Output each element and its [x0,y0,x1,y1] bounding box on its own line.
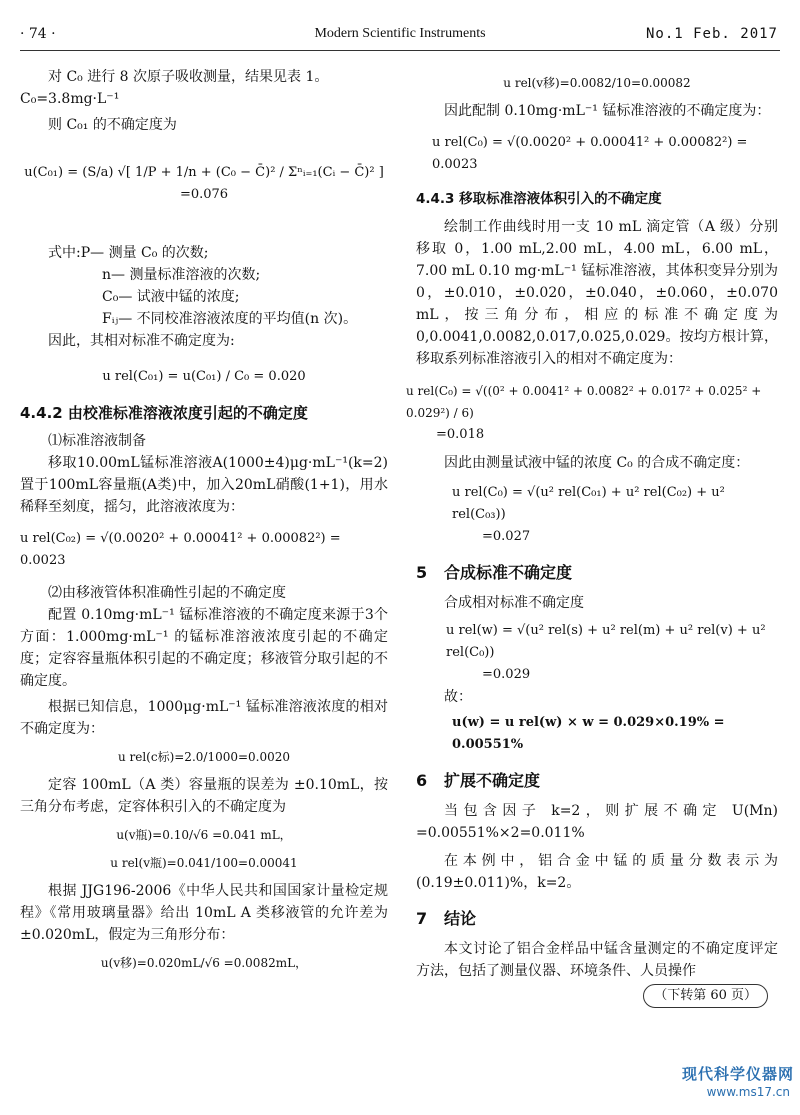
paragraph: 定容 100mL（A 类）容量瓶的误差为 ±0.10mL，按三角分布考虑，定容体积引入的不确定度为 [20,777,388,815]
paragraph: 在本例中，铝合金中锰的质量分数表示为(0.19±0.011)%，k=2。 [416,853,778,891]
formula-u-v-flask: u(v瓶)=0.10/√6 =0.041 mL， [116,828,292,842]
paragraph: 合成相对标准不确定度 [444,595,584,611]
formula-combined-c0: u rel(C₀) = √(u² rel(C₀₁) + u² rel(C₀₂) + u² rel(C₀₃)) [452,485,725,522]
paragraph: 当包含因子 k=2，则扩展不确定 U(Mn) =0.00551%×2=0.011% [416,803,778,841]
right-column [406,66,778,1115]
formula-result: =0.027 [482,529,531,544]
paragraph: 则 C₀₁ 的不确定度为 [48,117,177,133]
formula-urel-c-std: u rel(c标)=2.0/1000=0.0020 [117,750,291,764]
section-number: 7 [416,909,428,928]
paragraph: 因此配制 0.10mg·mL⁻¹ 锰标准溶液的不确定度为： [444,103,771,119]
definition-item: Fᵢⱼ— 不同校准溶液浓度的平均值(n 次)。 [102,311,358,327]
formula-urel-c0: u rel(C₀) = √(0.0020² + 0.00041² + 0.00082²) = 0.0023 [432,135,748,172]
section-title: 合成标准不确定度 [444,563,573,582]
formula-urel-v-pipette: u rel(v移)=0.0082/10=0.00082 [503,76,691,90]
definition-item: C₀— 试液中锰的浓度; [102,289,240,305]
formula-urel-c01: u rel(C₀₁) = u(C₀₁) / C₀ = 0.020 [102,369,306,384]
formula-result: =0.029 [482,667,531,682]
continued-note: （下转第 60 页） [643,984,768,1008]
watermark-url: www.ms17.cn [706,1085,790,1099]
section-title: 扩展不确定度 [444,771,541,790]
section-heading-7 [416,908,778,930]
journal-title: Modern Scientific Instruments [314,26,486,41]
section-number: 5 [416,563,428,582]
paragraph: 移取10.00mL锰标准溶液A(1000±4)μg·mL⁻¹(k=2)置于100mL容量瓶(A类)中，加入20mL硝酸(1+1)，用水稀释至刻度，摇匀，此溶液浓度为： [20,455,388,515]
paragraph: C₀=3.8mg·L⁻¹ [20,91,120,107]
formula-urel-c02: u rel(C₀₂) = √(0.0020² + 0.00041² + 0.00082²) = 0.0023 [20,531,341,568]
subheading: ⑵由移液管体积准确性引起的不确定度 [48,585,286,601]
paragraph: 绘制工作曲线时用一支 10 mL 滴定管（A 级）分别移取 0，1.00 mL,2.00 mL，4.00 mL，6.00 mL，7.00 mL 0.10 mg·mL⁻¹ 锰标准溶液，其体积变异分别为 0，±0.010，±0.020，±0.040，±0.060，±0.070 mL，按三角分布，相应的标准不确定度为 0,0.0041,0.0082,0.017,0.025,0.029。按均方根计算，移取系列标准溶液引入的相对不确定度为： [416,219,778,367]
definition-item: n— 测量标准溶液的次数; [102,267,261,283]
formula-urel-w: u rel(w) = √(u² rel(s) + u² rel(m) + u² rel(v) + u² rel(C₀)) [446,623,766,660]
section-heading-5 [416,562,778,584]
formula-urel-c0-volume: u rel(C₀) = √((0² + 0.0041² + 0.0082² + 0.017² + 0.025² + 0.029²) / 6) [406,384,762,420]
watermark-title: 现代科学仪器网 [681,1065,794,1083]
section-title: 结论 [444,909,477,928]
paragraph: 根据已知信息，1000μg·mL⁻¹ 锰标准溶液浓度的相对不确定度为： [20,699,388,737]
formula-u-c01: u(C₀₁) = (S/a) √[ 1/P + 1/n + (C₀ − C̄)² / Σⁿᵢ₌₁(Cᵢ − C̄)² ] =0.076 [24,165,384,202]
section-heading-4-4-3: 4.4.3 移取标准溶液体积引入的不确定度 [416,191,662,207]
definition-item: 式中:P— 测量 C₀ 的次数; [48,245,209,261]
formula-u-v-pipette: u(v移)=0.020mL/√6 =0.0082mL， [100,956,308,970]
paragraph: 配置 0.10mg·mL⁻¹ 锰标准溶液的不确定度来源于3个方面：1.000mg·mL⁻¹ 的锰标准溶液浓度引起的不确定度；定容容量瓶体积引起的不确定度；移液管分取引起的不确定度。 [20,607,388,689]
subheading: ⑴标准溶液制备 [48,433,146,449]
paragraph: 根据 JJG196-2006《中华人民共和国国家计量检定规程》《常用玻璃量器》给出 10mL A 类移液管的允许差为 ±0.020mL，假定为三角形分布： [20,883,388,943]
definition-list [20,242,388,330]
section-heading-4-4-2: 4.4.2 由校准标准溶液浓度引起的不确定度 [20,404,308,422]
paragraph: 故： [444,689,472,705]
paragraph: 对 C₀ 进行 8 次原子吸收测量，结果见表 1。 [48,69,329,85]
formula-u-w: u(w) = u rel(w) × w = 0.029×0.19% = 0.00551% [452,715,725,752]
header-rule [20,50,780,51]
issue-info: No.1 Feb. 2017 [645,26,778,42]
page-header [0,0,800,52]
watermark-logo [654,1059,794,1109]
paragraph: 因此由测量试液中锰的浓度 C₀ 的合成不确定度： [444,455,750,471]
formula-urel-v-flask: u rel(v瓶)=0.041/100=0.00041 [110,856,298,870]
paragraph: 因此，其相对标准不确定度为: [48,333,235,349]
page-number: · 74 · [20,26,56,42]
formula-result: =0.018 [436,427,485,442]
section-heading-6 [416,770,778,792]
section-number: 6 [416,771,428,790]
paragraph: 本文讨论了铝合金样品中锰含量测定的不确定度评定方法，包括了测量仪器、环境条件、人员操作 [416,941,778,979]
left-column [20,66,388,1115]
